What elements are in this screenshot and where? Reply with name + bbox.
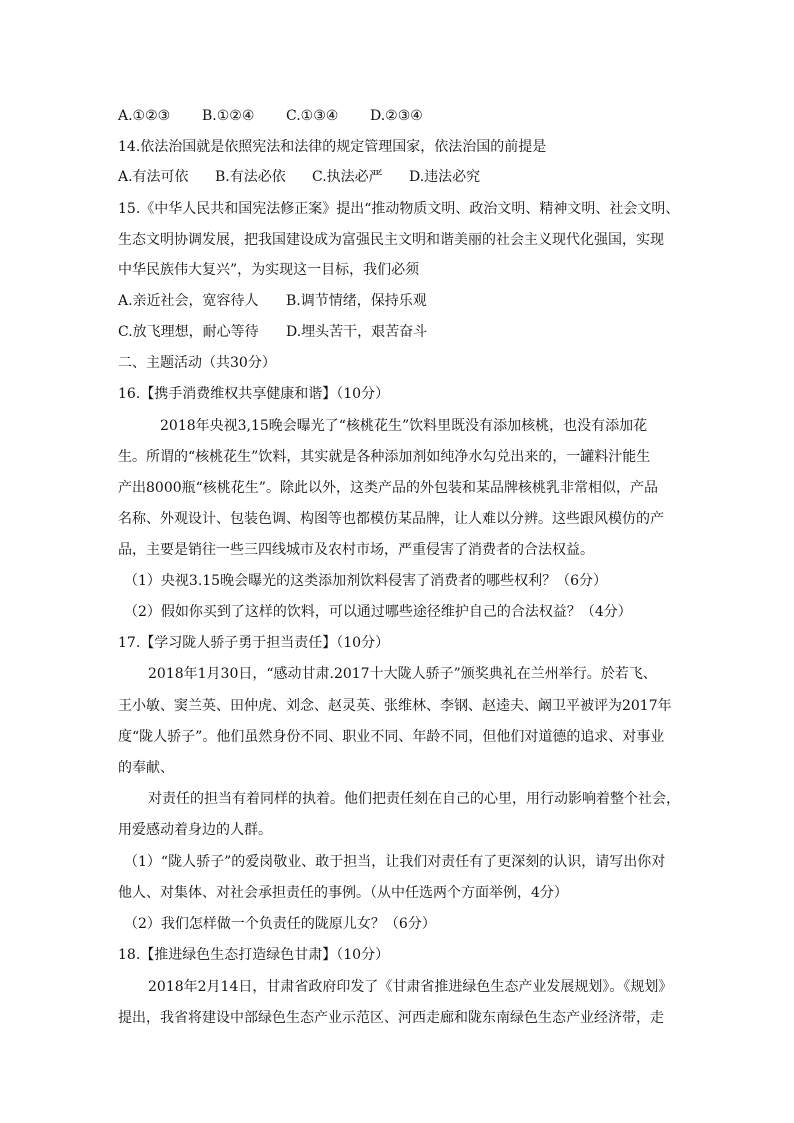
q17-title: 17.【学习陇人骄子勇于担当责任】（10分）: [118, 635, 390, 651]
q15-stem-line: 中华民族伟大复兴”，为实现这一目标，我们必须: [118, 262, 420, 278]
q17-paragraph-line: 度“陇人骄子”。他们虽然身份不同、职业不同、年龄不同，但他们对道德的追求、对事业: [118, 729, 665, 745]
q13-options: [118, 106, 423, 126]
q14-option-b: B.有法必依: [215, 169, 286, 185]
q17-paragraph-line: 2018年1月30日，“感动甘肃.2017十大陇人骄子”颁奖典礼在兰州举行。於若飞、: [148, 666, 657, 682]
q16-paragraph-line: 产出8000瓶“核桃花生”。除此以外，这类产品的外包装和某品牌核桃乳非常相似，产品: [118, 480, 658, 496]
q14-option-d: D.违法必究: [409, 169, 481, 185]
q14-options: [118, 167, 480, 187]
q16-subquestion: （2）假如你买到了这样的饮料，可以通过哪些途径维护自己的合法权益？（4分）: [124, 604, 632, 620]
q13-option-c: C.①③④: [286, 108, 339, 124]
q17-subquestion: 他人、对集体、对社会承担责任的事例。（从中任选两个方面举例，4分）: [118, 885, 568, 901]
q15-options-row2: [118, 322, 427, 342]
q16-subquestion: （1）央视3.15晚会曝光的这类添加剂饮料侵害了消费者的哪些权利？（6分）: [124, 573, 607, 589]
q17-subquestion: （2）我们怎样做一个负责任的陇原儿女？（6分）: [124, 916, 436, 932]
q18-title: 18.【推进绿色生态打造绿色甘肃】（10分）: [118, 947, 390, 963]
q15-stem-line: 15.《中华人民共和国宪法修正案》提出“推动物质文明、政治文明、精神文明、社会文明、: [118, 201, 680, 217]
q18-paragraph-line: 2018年2月14日，甘肃省政府印发了《甘肃省推进绿色生态产业发展规划》。《规划》: [148, 979, 673, 995]
q17-paragraph-line: 的奉献、: [118, 760, 174, 776]
q14-option-a: A.有法可依: [118, 169, 189, 185]
q16-paragraph-line: 名称、外观设计、包装色调、构图等也都模仿某品牌，让人难以分辨。这些跟风模仿的产: [118, 511, 664, 527]
q14-stem: 14.依法治国就是依照宪法和法律的规定管理国家，依法治国的前提是: [118, 139, 547, 155]
q13-option-b: B.①②④: [202, 108, 255, 124]
section-heading: 二、主题活动（共30分）: [118, 355, 276, 371]
q15-option-c: C.放飞理想，耐心等待: [118, 324, 259, 340]
q16-paragraph-line: 2018年央视3,15晚会曝光了“核桃花生”饮料里既没有添加核桃，也没有添加花: [160, 418, 648, 434]
q14-option-c: C.执法必严: [312, 169, 383, 185]
q13-option-a: A.①②③: [118, 108, 171, 124]
q16-paragraph-line: 品，主要是销往一些三四线城市及农村市场，严重侵害了消费者的合法权益。: [118, 542, 594, 558]
q15-option-d: D.埋头苦干，艰苦奋斗: [286, 324, 428, 340]
q18-paragraph-line: 提出，我省将建设中部绿色生态产业示范区、河西走廊和陇东南绿色生态产业经济带，走: [118, 1010, 664, 1026]
q15-stem-line: 生态文明协调发展，把我国建设成为富强民主文明和谐美丽的社会主义现代化强国，实现: [118, 232, 664, 248]
q15-option-b: B.调节情绪，保持乐观: [286, 293, 427, 309]
q15-options-row1: [118, 291, 427, 311]
q17-paragraph-line: 王小敏、窦兰英、田仲虎、刘念、赵灵英、张维林、李钢、赵逵夫、阚卫平被评为2017年: [118, 698, 672, 714]
q16-paragraph-line: 生。所谓的“核桃花生”饮料，其实就是各种添加剂如纯净水勾兑出来的，一罐料汁能生: [118, 449, 651, 465]
q17-subquestion: （1）“陇人骄子”的爱岗敬业、敢于担当，让我们对责任有了更深刻的认识，请写出你对: [124, 854, 666, 870]
q16-title: 16.【携手消费维权共享健康和谐】（10分）: [118, 386, 390, 402]
q17-paragraph-line: 对责任的担当有着同样的执着。他们把责任刻在自己的心里，用行动影响着整个社会，: [148, 791, 680, 807]
q15-option-a: A.亲近社会，宽容待人: [118, 293, 259, 309]
q17-paragraph-line: 用爱感动着身边的人群。: [118, 822, 272, 838]
q13-option-d: D.②③④: [370, 108, 423, 124]
